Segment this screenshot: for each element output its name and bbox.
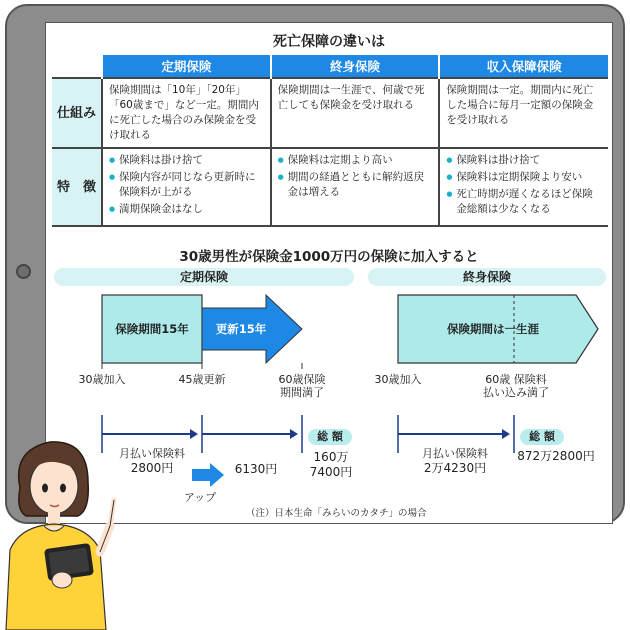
cell-shikumi-shushin: 保険期間は一生涯で、何歳で死亡しても保険金を受け取れる xyxy=(271,78,440,148)
list-item: ● 保険料は定期保険より安い xyxy=(446,170,602,185)
teiki-point-30: 30歳加入 xyxy=(78,373,126,386)
list-item: ● 満期保険金はなし xyxy=(109,202,264,217)
header-shushin: 終身保険 xyxy=(271,55,440,78)
example-title: 30歳男性が保険金1000万円の保険に加入すると xyxy=(179,249,479,265)
list-item: ● 保険料は定期より高い xyxy=(278,153,433,168)
up-arrow-icon xyxy=(192,463,224,487)
up-label: アップ xyxy=(183,491,217,504)
main-title: 死亡保障の違いは xyxy=(273,34,385,50)
teiki-period1-label: 保険期間15年 xyxy=(115,322,189,336)
teiki-point-60: 60歳保険 期間満了 xyxy=(278,373,326,399)
shushin-label-pill: 終身保険 xyxy=(368,268,606,286)
shushin-premium-label: 月払い保険料 xyxy=(422,447,488,460)
cell-shikumi-shunyu: 保険期間は一定。期間内に死亡した場合に毎月一定額の保険金を受け取れる xyxy=(439,78,608,148)
teiki-total-value: 160万 7400円 xyxy=(309,450,353,479)
teiki-premium1-value: 2800円 xyxy=(130,461,174,475)
cell-shikumi-teiki: 保険期間は「10年」「20年」「60歳まで」など一定。期間内に死亡した場合のみ保険金を受け取れる xyxy=(102,78,271,148)
teiki-label-pill: 定期保険 xyxy=(54,268,354,286)
header-shunyu: 収入保障保険 xyxy=(439,55,608,78)
teiki-premium1-label: 月払い保険料 xyxy=(119,447,185,460)
list-item: ● 保険料は掛け捨て xyxy=(109,153,264,168)
camera-icon xyxy=(16,264,31,279)
header-teiki: 定期保険 xyxy=(102,55,271,78)
shushin-total-label: 総 額 xyxy=(520,429,564,445)
shushin-period-label: 保険期間は一生涯 xyxy=(447,322,539,336)
teiki-premium2-value: 6130円 xyxy=(234,462,278,476)
list-item: ● 保険内容が同じなら更新時に保険料が上がる xyxy=(109,170,264,200)
teiki-period2-label: 更新15年 xyxy=(215,322,267,336)
teiki-total-label: 総 額 xyxy=(308,429,352,445)
row-label-shikumi: 仕組み xyxy=(52,78,102,148)
shushin-total-value: 872万2800円 xyxy=(517,449,595,463)
list-item: ● 期間の経過とともに解約返戻金は増える xyxy=(278,170,433,200)
teiki-point-45: 45歳更新 xyxy=(178,373,226,386)
shushin-point-60: 60歳 保険料 払い込み満了 xyxy=(483,373,549,399)
woman-illustration xyxy=(0,430,150,630)
list-item: ● 死亡時期が遅くなるほど保険金総額は少なくなる xyxy=(446,187,602,217)
shushin-premium-value: 2万4230円 xyxy=(423,461,487,475)
footnote: （注）日本生命「みらいのカタチ」の場合 xyxy=(246,508,427,519)
row-label-tokucho: 特 徴 xyxy=(52,148,102,226)
list-item: ● 保険料は掛け捨て xyxy=(446,153,602,168)
shushin-point-30: 30歳加入 xyxy=(374,373,422,386)
